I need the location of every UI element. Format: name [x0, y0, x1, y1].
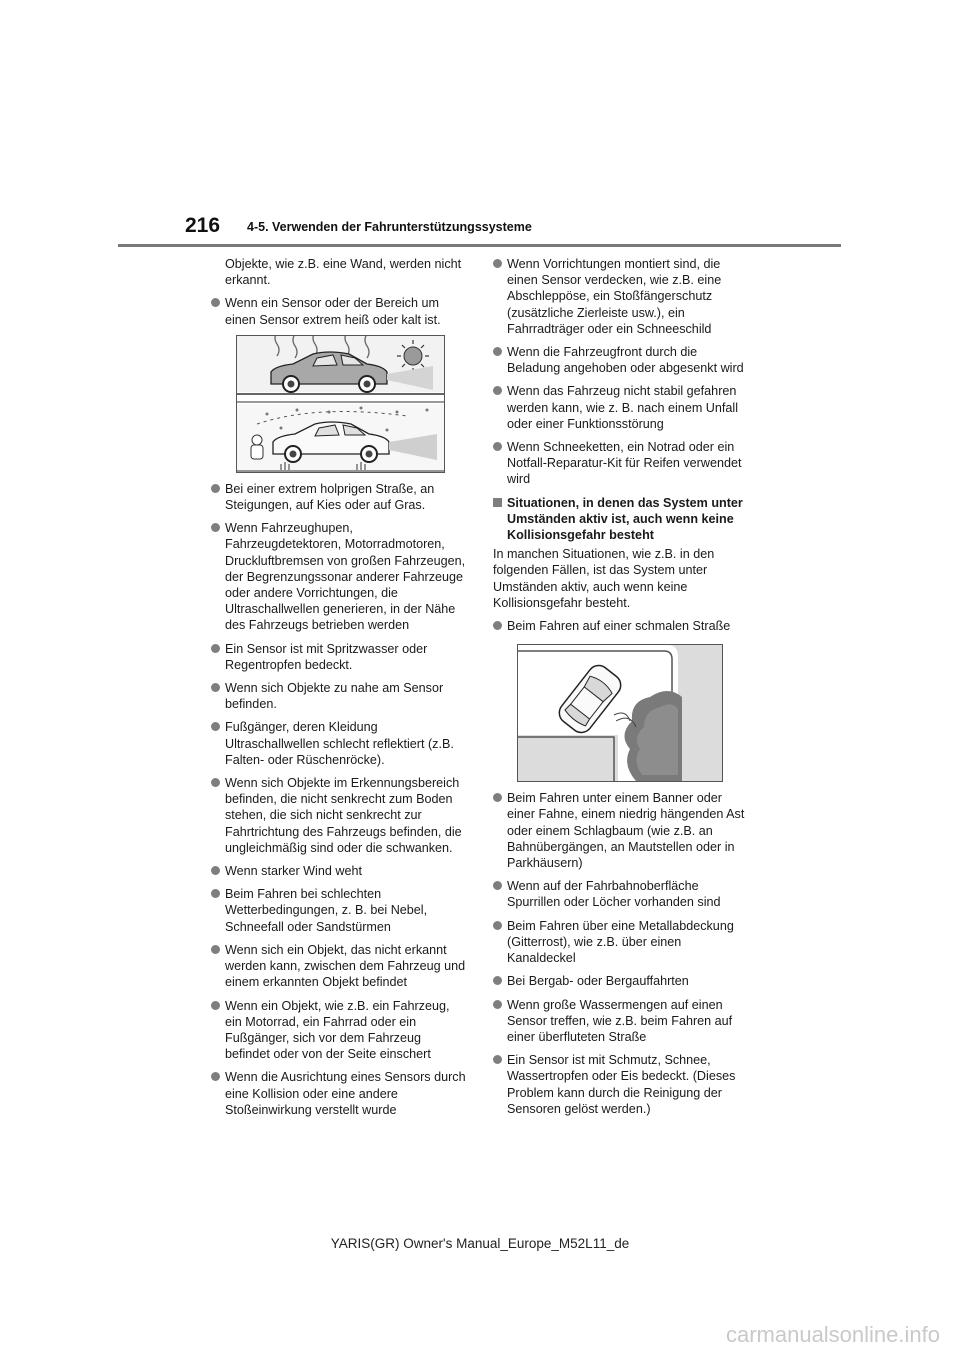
bullet-icon	[493, 1055, 502, 1064]
bullet-icon	[493, 921, 502, 930]
list-item-text: Wenn starker Wind weht	[225, 864, 362, 879]
section-title: 4-5. Verwenden der Fahrunterstützungssysteme	[247, 220, 532, 234]
list-item-text: Ein Sensor ist mit Spritzwasser oder Regentropfen bedeckt.	[225, 641, 428, 672]
list-item	[493, 344, 751, 376]
list-item-text: Wenn das Fahrzeug nicht stabil gefahren werden kann, wie z. B. nach einem Unfall oder einer Funktionsstörung	[507, 384, 739, 431]
list-item	[211, 886, 469, 935]
list-item-text: Wenn sich Objekte zu nahe am Sensor befinden.	[225, 681, 444, 712]
bullet-icon	[211, 1001, 220, 1010]
subsection-heading	[493, 495, 751, 544]
list-item-text: Wenn auf der Fahrbahnoberfläche Spurrillen oder Löcher vorhanden sind	[507, 879, 721, 910]
illustration-narrow-road	[517, 644, 723, 782]
list-item-text: Beim Fahren bei schlechten Wetterbedingungen, z. B. bei Nebel, Schneefall oder Sandstürmen	[225, 887, 428, 934]
bullet-icon	[493, 976, 502, 985]
list-item-text: Wenn sich Objekte im Erkennungsbereich befinden, die nicht senkrecht zum Boden stehen, die sich nicht senkrecht zur Fahrtrichtung des Fahrzeugs befinden, die ungleichmäßig sind oder die schwanken.	[225, 776, 462, 855]
header-divider	[118, 244, 841, 247]
bullet-icon	[493, 793, 502, 802]
list-item	[211, 680, 469, 712]
bullet-icon	[211, 683, 220, 692]
list-item	[493, 618, 751, 634]
list-item	[493, 383, 751, 432]
list-item-text: Wenn Schneeketten, ein Notrad oder ein Notfall-Reparatur-Kit für Reifen verwendet wird	[507, 440, 742, 487]
bullet-icon	[211, 484, 220, 493]
watermark: carmanualsonline.info	[725, 1322, 940, 1347]
list-item-text: Wenn sich ein Objekt, das nicht erkannt werden kann, zwischen dem Fahrzeug und einem erkannten Objekt befindet	[225, 942, 466, 990]
bullet-icon	[493, 621, 502, 630]
list-item-text: Bei Bergab- oder Bergauffahrten	[507, 974, 689, 989]
bullet-icon	[493, 259, 502, 268]
list-item-text: Wenn Vorrichtungen montiert sind, die einen Sensor verdecken, wie z.B. eine Abschleppöse, ein Stoßfängerschutz (zusätzliche Zierleiste usw.), ein Fahrradträger oder ein Schneeschild	[507, 257, 722, 336]
narrow-road-illustration	[518, 645, 722, 781]
bullet-icon	[493, 442, 502, 451]
list-item	[493, 439, 751, 488]
list-item	[211, 295, 469, 327]
bullet-icon	[211, 889, 220, 898]
square-bullet-icon	[493, 498, 502, 507]
footer-manual-id: YARIS(GR) Owner's Manual_Europe_M52L11_de	[330, 1236, 630, 1251]
bullet-icon	[211, 1072, 220, 1081]
list-item-text: Beim Fahren unter einem Banner oder einer Fahne, einem niedrig hängenden Ast oder einem Schlagbaum (wie z.B. an Bahnübergängen, an Mautstellen oder in Parkhäusern)	[507, 791, 745, 871]
list-item-text: Fußgänger, deren Kleidung Ultraschallwellen schlecht reflektiert (z.B. Falten- oder Rüschenröcke).	[225, 720, 454, 767]
list-item-text: Beim Fahren über eine Metallabdeckung (Gitterrost), wie z.B. über einen Kanaldeckel	[507, 918, 734, 966]
list-item	[211, 641, 469, 673]
subsection-heading-text: Situationen, in denen das System unter Umständen aktiv ist, auch wenn keine Kollisionsgefahr besteht	[507, 495, 743, 543]
bullet-icon	[211, 945, 220, 954]
list-item	[211, 1069, 469, 1118]
bullet-icon	[211, 644, 220, 653]
list-item-text: Wenn die Ausrichtung eines Sensors durch eine Kollision oder eine andere Stoßeinwirkung verstellt wurde	[225, 1070, 466, 1117]
list-item	[493, 918, 751, 967]
list-item-text: Wenn ein Objekt, wie z.B. ein Fahrzeug, ein Motorrad, ein Fahrrad oder ein Fußgänger, sich vor dem Fahrzeug befindet oder von der Seite einschert	[225, 998, 450, 1062]
list-item	[211, 942, 469, 991]
list-item	[493, 790, 751, 871]
list-item	[493, 973, 751, 989]
list-item-text: Beim Fahren auf einer schmalen Straße	[507, 619, 731, 634]
list-item	[211, 719, 469, 768]
left-column	[211, 256, 469, 1125]
bullet-icon	[493, 1000, 502, 1009]
list-item-text: Wenn die Fahrzeugfront durch die Beladung angehoben oder abgesenkt wird	[507, 345, 744, 376]
list-item	[493, 1052, 751, 1117]
page-number: 216	[185, 214, 221, 237]
bullet-icon	[211, 866, 220, 875]
list-item	[211, 998, 469, 1063]
list-item	[211, 863, 469, 879]
list-item-text: Wenn Fahrzeughupen, Fahrzeugdetektoren, Motorradmotoren, Druckluftbremsen von großen Fahrzeugen, der Begrenzungssonar anderer Fahrzeuge oder andere Vorrichtungen, die Ultraschallwellen generieren, in der Nähe des Fahrzeugs betrieben werden	[225, 521, 466, 633]
list-item-text: Wenn ein Sensor oder der Bereich um einen Sensor extrem heiß oder kalt ist.	[225, 296, 441, 327]
list-item	[493, 997, 751, 1046]
bullet-icon	[211, 778, 220, 787]
bullet-icon	[211, 722, 220, 731]
list-item-text: Ein Sensor ist mit Schmutz, Schnee, Wassertropfen oder Eis bedeckt. (Dieses Problem kann durch die Reinigung der Sensoren gelöst werden.)	[507, 1053, 736, 1116]
bullet-icon	[493, 386, 502, 395]
list-item-text: Bei einer extrem holprigen Straße, an Steigungen, auf Kies oder auf Gras.	[225, 481, 435, 513]
list-item	[493, 878, 751, 910]
continued-text: Objekte, wie z.B. eine Wand, werden nicht erkannt.	[225, 257, 462, 288]
bullet-icon	[211, 523, 220, 532]
list-item	[493, 256, 751, 337]
bullet-icon	[493, 347, 502, 356]
list-item	[211, 481, 469, 513]
right-column	[493, 256, 751, 1124]
list-item	[211, 775, 469, 856]
car-temperature-illustration	[237, 336, 444, 472]
illustration-hot-cold-sensor	[236, 335, 445, 473]
bullet-icon	[493, 881, 502, 890]
list-item-text: Wenn große Wassermengen auf einen Sensor treffen, wie z.B. beim Fahren auf einer überfluteten Straße	[507, 997, 733, 1044]
bullet-icon	[211, 298, 220, 307]
subsection-paragraph: In manchen Situationen, wie z.B. in den folgenden Fällen, ist das System unter Umständen aktiv, auch wenn keine Kollisionsgefahr besteht.	[493, 547, 715, 610]
list-item	[211, 520, 469, 633]
